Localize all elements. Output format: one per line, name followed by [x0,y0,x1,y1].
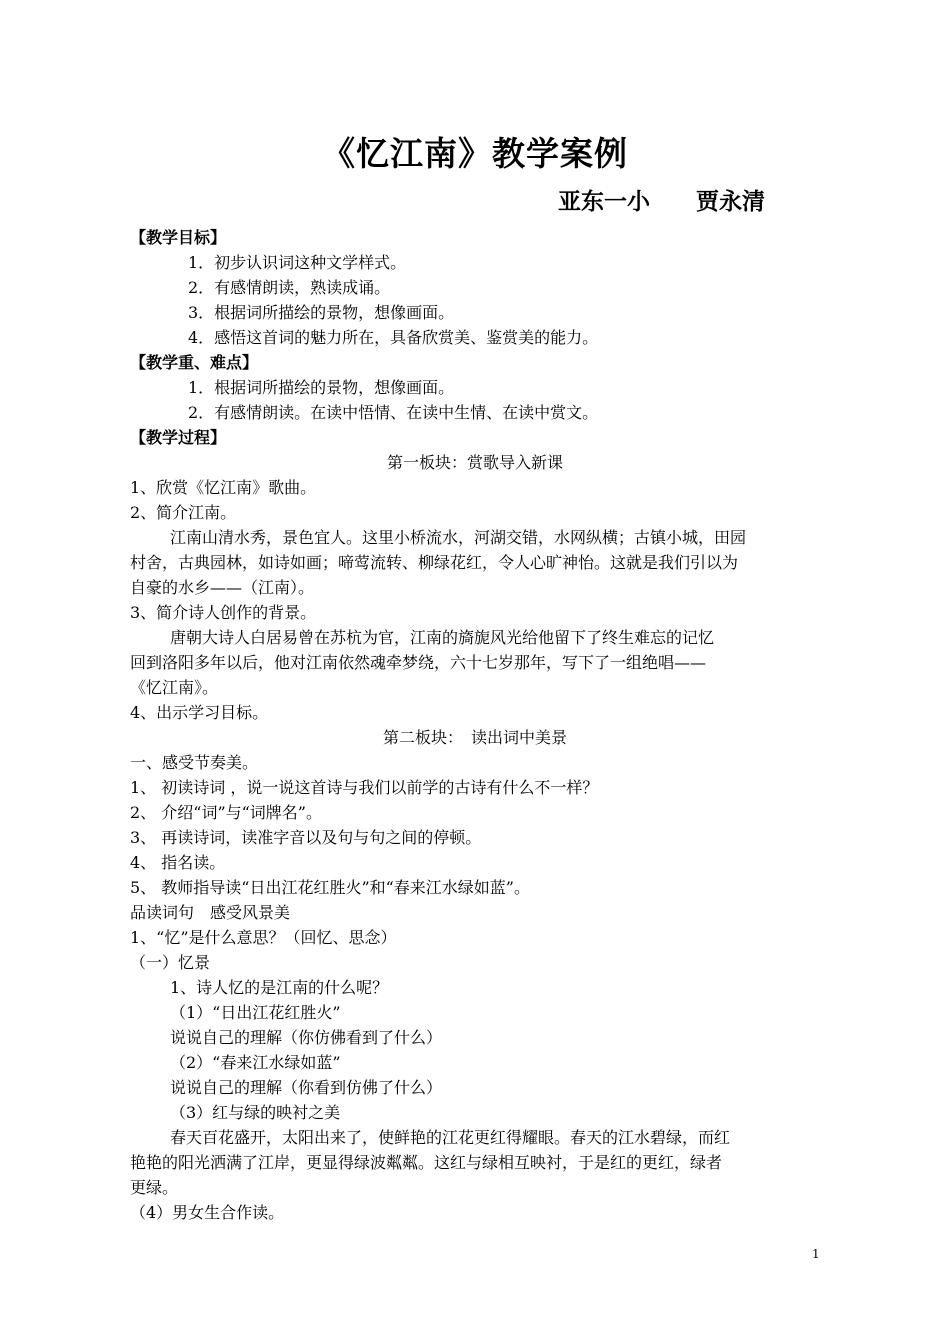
body-line: 江南山清水秀，景色宜人。这里小桥流水，河湖交错，水网纵横；古镇小城，田园 [170,528,747,547]
body-line: （3）红与绿的映衬之美 [170,1103,341,1122]
body-line: 5、 教师指导读“日出江花红胜火”和“春来江水绿如蓝”。 [130,878,530,897]
body-line: 《忆江南》。 [130,678,219,697]
body-line: 村舍，古典园林，如诗如画；啼莺流转、柳绿花红，令人心旷神怡。这就是我们引以为 [130,553,739,572]
body-line: 2．有感情朗读。在读中悟情、在读中生情、在读中赏文。 [188,403,599,422]
section-subtitle: 第二板块： 读出词中美景 [382,728,567,747]
body-line: 说说自己的理解（你看到仿佛了什么） [170,1078,443,1097]
body-line: 1．根据词所描绘的景物，想像画面。 [188,378,455,397]
body-line: 唐朝大诗人白居易曾在苏杭为官，江南的旖旎风光给他留下了终生难忘的记忆 [170,628,715,647]
body-line: 更绿。 [130,1178,179,1197]
body-line: 品读词句 感受风景美 [130,903,291,922]
body-line: 春天百花盛开，太阳出来了，使鲜艳的江花更红得耀眼。春天的江水碧绿，而红 [170,1128,731,1147]
body-line: 4．感悟这首词的魅力所在，具备欣赏美、鉴赏美的能力。 [188,328,599,347]
body-line: 3、简介诗人创作的背景。 [130,603,317,622]
body-line: 1、欣赏《忆江南》歌曲。 [130,478,317,497]
body-line: 回到洛阳多年以后，他对江南依然魂牵梦绕，六十七岁那年，写下了一组绝唱—— [130,653,707,672]
body-line: 1．初步认识词这种文学样式。 [188,253,407,272]
section-heading: 【教学重、难点】 [130,353,259,372]
body-line: 艳艳的阳光洒满了江岸，更显得绿波粼粼。这红与绿相互映衬，于是红的更红，绿者 [130,1153,723,1172]
body-line: （4）男女生合作读。 [130,1203,285,1222]
body-line: 4、 指名读。 [130,853,226,872]
body-line: 2、 介绍“词”与“词牌名”。 [130,803,322,822]
section-subtitle: 第一板块：赏歌导入新课 [386,453,563,472]
body-line: 3、 再读诗词，读准字音以及句与句之间的停顿。 [130,828,482,847]
body-line: 1、“忆”是什么意思？（回忆、思念） [130,928,397,947]
body-line: 3．根据词所描绘的景物，想像画面。 [188,303,455,322]
body-line: 自豪的水乡——（江南）。 [130,578,315,597]
body-line: 2、简介江南。 [130,503,237,522]
body-line: （1）“日出江花红胜火” [170,1003,341,1022]
body-line: 1、诗人忆的是江南的什么呢？ [170,978,389,997]
section-heading: 【教学目标】 [130,228,227,247]
document-title: 《忆江南》教学案例 [322,134,628,173]
body-line: 一、感受节奏美。 [130,753,259,772]
body-line: （2）“春来江水绿如蓝” [170,1053,341,1072]
page-number: 1 [812,1247,820,1261]
section-heading: 【教学过程】 [130,428,227,447]
author-line: 亚东一小 贾永清 [558,189,765,215]
body-line: 4、出示学习目标。 [130,703,269,722]
body-line: 1、 初读诗词 ，说一说这首诗与我们以前学的古诗有什么不一样？ [130,778,599,797]
body-line: （一）忆景 [130,953,211,972]
body-line: 2．有感情朗读，熟读成诵。 [188,278,391,297]
body-line: 说说自己的理解（你仿佛看到了什么） [170,1028,443,1047]
